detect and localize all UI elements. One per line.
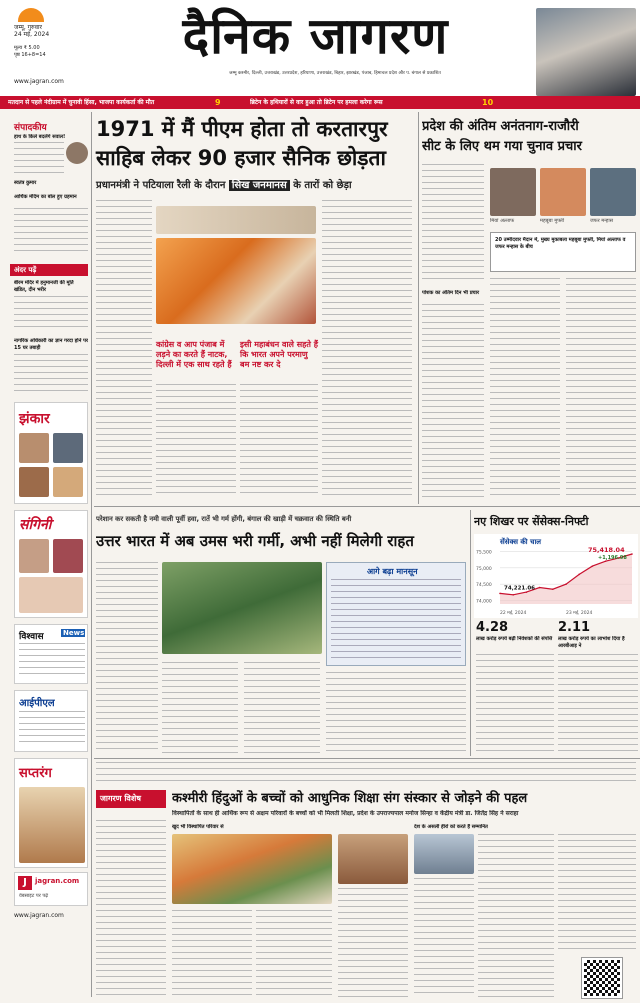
lead-photo-small bbox=[156, 206, 316, 234]
inside-text-1 bbox=[14, 296, 88, 332]
sensex-change-label: +1,196.98 bbox=[598, 555, 627, 561]
sun-logo bbox=[18, 8, 44, 22]
chart-point bbox=[526, 591, 528, 593]
bottom-col-2-text bbox=[172, 910, 252, 998]
brand-title: दैनिक जागरण bbox=[182, 7, 449, 65]
inside-item-2[interactable]: नागरिक अधिकारी का ज्ञान गरदा होने पर 15 घर तबाही bbox=[14, 338, 88, 351]
sensex-chart-svg bbox=[474, 534, 638, 618]
candidate-caption-2: महबूबा मुफ्ती bbox=[540, 218, 565, 224]
monsoon-box-text bbox=[331, 579, 461, 663]
ticker-left[interactable]: मतदान से पहले नंदीग्राम में चुनावी हिंसा, भाजपा कार्यकर्ता की मौत bbox=[8, 99, 155, 106]
chart-point bbox=[539, 587, 541, 589]
pages-label: पृष्ठ 16+8=14 bbox=[14, 52, 46, 58]
x-tick-label: 22 मई, 2024 bbox=[500, 611, 527, 616]
opinion-text bbox=[14, 208, 88, 256]
city-date: जम्मू, गुरुवार bbox=[14, 24, 42, 31]
editions-line: जम्मू कश्मीर, दिल्ली, उत्तराखंड, उत्तरप्रदेश, हरियाणा, उत्तराखंड, बिहार, झारखंड, पंजाब, हिमाचल प्रदेश और प. बंगाल से प्रकाशित bbox=[229, 71, 441, 76]
vishwas-text bbox=[19, 643, 85, 679]
chart-point bbox=[552, 588, 554, 590]
monsoon-box bbox=[326, 562, 466, 666]
editorial-text bbox=[14, 142, 64, 178]
lead-subhead-2[interactable]: इसी महाबंधन वाले सहते हैं कि भारत अपने परमाणु बम नष्ट कर दे bbox=[240, 340, 318, 369]
lead-deck-post: के तारों को छेड़ा bbox=[293, 180, 352, 191]
bottom-col-1-text bbox=[96, 820, 166, 998]
price-label: मूल्य ₹ 5.00 bbox=[14, 45, 40, 51]
bottom-col-7-text bbox=[558, 834, 636, 954]
lead-subhead-1[interactable]: कांग्रेस व आप पंजाब में लड़ने का करते हैं नाटक, दिल्ली में एक साथ रहते हैं bbox=[156, 340, 232, 369]
weather-col-1-text bbox=[96, 562, 158, 752]
sangini-logo: संगिनी bbox=[19, 517, 52, 533]
market-col-1-text bbox=[476, 654, 554, 752]
lead-col-2-text bbox=[156, 384, 236, 496]
columnist-photo bbox=[66, 142, 88, 164]
second-side-heading[interactable]: पोशक का अंतिम दिन भी प्रचार bbox=[422, 290, 480, 296]
bottom-col-6-text bbox=[414, 878, 474, 998]
inside-title: अंदर पढ़ें bbox=[10, 264, 88, 276]
lead-divider bbox=[418, 112, 419, 504]
jhankar-promo[interactable] bbox=[14, 402, 88, 504]
lower-rule bbox=[94, 758, 640, 759]
opinion-title[interactable]: आर्थिक मंदिम का बोल हुए ग्रहमान bbox=[14, 194, 77, 200]
sangini-photo-2 bbox=[53, 539, 83, 573]
masthead-ad-photo bbox=[536, 8, 636, 96]
bottom-col-5-text bbox=[478, 834, 554, 998]
lower-strip-text bbox=[96, 762, 636, 786]
jhankar-photo-4 bbox=[53, 467, 83, 497]
ticker-left-page: 9 bbox=[215, 98, 221, 107]
editorial-item[interactable]: हाथ के किले बदलेंगे सवाल! bbox=[14, 134, 66, 140]
stat1-label: लाख करोड़ रुपये बढ़ी निवेशकों की संपत्ति bbox=[476, 636, 553, 642]
bottom-sub-2[interactable]: देश के असली हीरो को करते हैं सम्मानित bbox=[414, 824, 488, 830]
vishwas-promo[interactable] bbox=[14, 624, 88, 684]
jhankar-photo-2 bbox=[53, 433, 83, 463]
candidate-caption-1: मियां अल्ताफ bbox=[490, 218, 515, 224]
lead-col-1-text bbox=[96, 200, 152, 500]
bottom-photo-group bbox=[172, 834, 332, 904]
chart-title: सेंसेक्स की चाल bbox=[500, 538, 542, 546]
y-tick-label: 74,500 bbox=[476, 583, 492, 589]
bottom-col-3-text bbox=[256, 910, 332, 998]
lead-deck bbox=[96, 178, 416, 194]
candidate-caption-3: जफर मन्हास bbox=[590, 218, 614, 224]
bottom-deck: विस्थापितों के साथ ही आर्थिक रूप से अक्षम परिवारों के बच्चों को भी मिलती शिक्षा, प्रदेश के उपराज्यपाल मनोज सिन्हा व केंद्रीय मंत्री डा. जितेंद्र सिंह ने सराहा bbox=[172, 810, 519, 817]
issue-date: 24 मई, 2024 bbox=[14, 31, 50, 38]
stat2-label: लाख करोड़ रुपये का लाभांश दिया है आरबीआइ ने bbox=[558, 636, 625, 649]
monsoon-box-title[interactable]: आगे बढ़ा मानसून bbox=[367, 567, 418, 576]
second-headline-1[interactable]: प्रदेश की अंतिम अनंतनाग-राजौरी bbox=[422, 119, 579, 134]
left-sidebar bbox=[0, 112, 90, 1003]
qr-code-box[interactable] bbox=[582, 958, 622, 998]
masthead bbox=[0, 0, 640, 96]
vishwas-logo: विश्वास bbox=[19, 632, 44, 642]
sensex-low-label: 74,221.06 bbox=[504, 585, 535, 592]
lead-headline-1[interactable]: 1971 में मैं पीएम होता तो करतारपुर bbox=[96, 117, 388, 141]
inside-text-2 bbox=[14, 354, 88, 394]
second-box-heading[interactable]: 20 उम्मीदवार मैदान में, मुख्य मुकाबला महबूबा मुफ्ती, मियां अल्ताफ व जफर मन्हास के बीच bbox=[495, 237, 626, 250]
jhankar-photo-1 bbox=[19, 433, 49, 463]
bottom-sub-1[interactable]: खुद भी विस्थापित परिवार से bbox=[172, 824, 224, 830]
chart-point bbox=[631, 553, 633, 555]
weather-col-2-text bbox=[162, 662, 238, 754]
news-badge: News bbox=[63, 629, 85, 637]
saptrang-logo: सप्तरंग bbox=[19, 766, 52, 781]
candidate-photo-1 bbox=[490, 168, 536, 216]
chart-point bbox=[512, 594, 514, 596]
saptrang-promo[interactable] bbox=[14, 758, 88, 868]
sangini-promo[interactable] bbox=[14, 510, 88, 618]
chart-point bbox=[499, 593, 501, 595]
sangini-photo-3 bbox=[19, 577, 83, 613]
y-tick-label: 74,000 bbox=[476, 599, 492, 605]
second-col-3-text bbox=[566, 278, 636, 500]
bottom-col-4-text bbox=[338, 888, 408, 998]
weather-col-3-text bbox=[244, 662, 320, 754]
jagran-j-icon: J bbox=[18, 876, 32, 890]
inside-item-1[interactable]: बीरम मंदिर में हनुमानजी की मूर्ति खंडित, दीन भरीर bbox=[14, 280, 74, 293]
x-tick-label: 23 मई, 2024 bbox=[566, 611, 593, 616]
sangini-photo-1 bbox=[19, 539, 49, 573]
lead-deck-highlight: सिख जनमानस bbox=[229, 180, 290, 191]
bottom-photo-3 bbox=[414, 834, 474, 874]
lead-headline-2[interactable]: साहिब लेकर 90 हजार सैनिक छोड़ता bbox=[96, 146, 386, 170]
ipl-promo[interactable] bbox=[14, 690, 88, 752]
candidate-photo-2 bbox=[540, 168, 586, 216]
ticker-right-page: 10 bbox=[482, 98, 494, 107]
bottom-photo-2 bbox=[338, 834, 408, 884]
second-col-1b-text bbox=[422, 304, 484, 500]
y-tick-label: 75,000 bbox=[476, 566, 492, 572]
saptrang-photo bbox=[19, 787, 85, 863]
second-headline-2[interactable]: सीट के लिए थम गया चुनाव प्रचार bbox=[422, 139, 582, 154]
jagran-com-label: jagran.com bbox=[35, 877, 80, 885]
weather-kicker: परेशान कर सकती है नमी वाली पूर्वी हवा, रातें भी गर्म होंगी, बंगाल की खाड़ी में चक्रवात की स्थिति बनी bbox=[96, 515, 352, 523]
jhankar-photo-3 bbox=[19, 467, 49, 497]
editorial-author: स्वतंत्र कुमार bbox=[14, 180, 37, 186]
weather-photo bbox=[162, 562, 322, 654]
stat1-value: 4.28 bbox=[476, 620, 509, 635]
second-col-1-text bbox=[422, 164, 484, 284]
sensex-chart bbox=[474, 534, 638, 618]
jagran-com-sub: वेबसाइट पर पढ़ें bbox=[19, 893, 49, 899]
ipl-text bbox=[19, 711, 85, 747]
market-headline[interactable]: नए शिखर पर सेंसेक्स-निफ्टी bbox=[474, 515, 589, 528]
jagran-com-promo[interactable] bbox=[14, 872, 88, 906]
lead-col-3-text bbox=[240, 384, 318, 496]
stat2-value: 2.11 bbox=[558, 620, 591, 635]
mid-rule bbox=[94, 506, 640, 507]
bottom-headline[interactable]: कश्मीरी हिंदुओं के बच्चों को आधुनिक शिक्षा संग संस्कार से जोड़ने की पहल bbox=[172, 791, 528, 806]
market-divider bbox=[470, 510, 471, 756]
jhankar-logo: झंकार bbox=[19, 411, 50, 427]
ipl-logo: आईपीएल bbox=[19, 698, 55, 709]
lead-deck-pre: प्रधानमंत्री ने पटियाला रैली के दौरान bbox=[96, 180, 226, 191]
chart-point bbox=[592, 565, 594, 567]
lead-photo-main bbox=[156, 238, 316, 324]
second-box bbox=[490, 232, 636, 272]
sensex-value-label: 75,418.04 bbox=[588, 546, 625, 554]
weather-col-4-text bbox=[326, 672, 466, 754]
second-col-2-text bbox=[490, 278, 560, 500]
bottom-kicker: जागरण विशेष bbox=[100, 794, 141, 803]
lead-col-4-text bbox=[322, 200, 412, 496]
y-tick-label: 75,500 bbox=[476, 550, 492, 556]
chart-point bbox=[578, 574, 580, 576]
website-bottom[interactable]: www.jagran.com bbox=[14, 912, 64, 919]
website-top[interactable]: www.jagran.com bbox=[14, 78, 64, 85]
editorial-title: संपादकीय bbox=[14, 123, 47, 133]
ticker-right[interactable]: ब्रिटेन के हथियारों से वार हुआ तो ब्रिटेन पर हमला करेगा रूस bbox=[250, 99, 383, 106]
candidate-photo-3 bbox=[590, 168, 636, 216]
ticker-bar bbox=[0, 96, 640, 109]
weather-headline[interactable]: उत्तर भारत में अब उमस भरी गर्मी, अभी नहीं मिलेगी राहत bbox=[96, 532, 414, 550]
chart-point bbox=[565, 583, 567, 585]
bottom-kicker-box bbox=[96, 790, 166, 808]
market-col-2-text bbox=[558, 654, 638, 752]
sidebar-divider bbox=[91, 112, 92, 997]
